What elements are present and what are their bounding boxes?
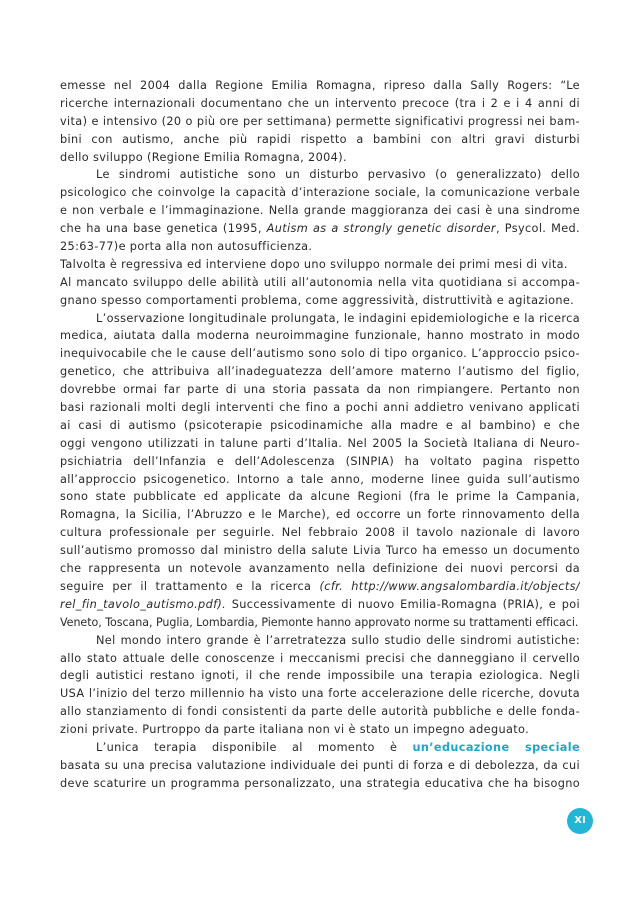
- text-line: all’approccio psicogenetico. Intorno a tale anno, moderne linee guida sull’autismo: [60, 472, 580, 486]
- text-line: basi razionali molti degli interventi che fino a pochi anni addietro venivano applicati: [60, 401, 580, 415]
- text-line: Talvolta è regressiva ed interviene dopo uno sviluppo normale dei primi mesi di vita.: [60, 257, 568, 271]
- highlighted-phrase: un’educazione speciale: [412, 740, 580, 754]
- text-segment: Successivamente di nuovo Emilia-Romagna (PRIA), e poi: [226, 597, 580, 611]
- text-segment: L’unica terapia disponibile al momento è: [96, 740, 413, 754]
- text-line: psicologico che coinvolge la capacità d’interazione sociale, la comunicazione verbale: [60, 186, 580, 200]
- text-line: psichiatria dell’Infanzia e dell’Adolescenza (SINPIA) ha voltato pagina rispetto: [60, 454, 580, 468]
- text-line: ai casi di autismo (psicoterapie psicodinamiche alla madre e al bambino) e che: [60, 418, 580, 432]
- text-line: emesse nel 2004 dalla Regione Emilia Romagna, ripreso dalla Sally Rogers: “Le: [60, 79, 580, 92]
- text-line: ricerche internazionali documentano che un intervento precoce (tra i 2 e i 4 anni di: [60, 96, 580, 110]
- citation-title: Autism as a strongly genetic disorder: [266, 222, 496, 236]
- body-text: [60, 77, 580, 793]
- text-line: degli autistici restano ignoti, il che rende impossibile una terapia eziologica. Negli: [60, 669, 580, 683]
- text-line: [60, 739, 580, 757]
- text-line: Nel mondo intero grande è l’arretratezza sullo studio delle sindromi autistiche:: [96, 633, 580, 647]
- text-line: L’osservazione longitudinale prolungata, le indagini epidemiologiche e la ricerca: [96, 311, 580, 325]
- text-segment: che ha una base genetica (1995,: [60, 222, 267, 236]
- text-line: Le sindromi autistiche sono un disturbo pervasivo (o generalizzato) dello: [96, 168, 580, 182]
- text-line: allo stanziamento di fondi consistenti da parte delle autorità pubbliche e delle fonda-: [60, 705, 580, 719]
- text-line: [60, 596, 580, 614]
- text-line: zioni private. Purtroppo da parte italiana non vi è stato un impegno adeguato.: [60, 723, 530, 737]
- text-line: bini con autismo, anche più rapidi rispetto a bambini con altri gravi disturbi: [60, 132, 580, 146]
- text-line: gnano spesso comportamenti problema, come aggressività, distruttività e agitazione.: [60, 293, 575, 307]
- text-segment: seguire per il trattamento e la ricerca: [60, 579, 320, 593]
- text-line: [60, 578, 580, 596]
- text-line: basata su una precisa valutazione individuale dei punti di forza e di debolezza, da cui: [60, 758, 580, 772]
- text-line: USA l’inizio del terzo millennio ha visto una forte accelerazione delle ricerche, dovuta: [60, 687, 580, 701]
- text-line: deve scaturire un programma personalizzato, una strategia educativa che ha bisogno: [60, 776, 580, 790]
- text-line: oggi vengono utilizzati in talune parti d’Italia. Nel 2005 la Società Italiana di Neuro-: [60, 436, 580, 450]
- text-line: genetico, che attribuiva all’inadeguatezza dell’amore materno l’autismo del figlio,: [60, 365, 580, 379]
- page-number-badge: XI: [567, 808, 593, 834]
- text-line: [60, 220, 580, 238]
- citation-url: (cfr. http://www.angsalombardia.it/objects/: [319, 579, 580, 593]
- citation-url: rel_fin_tavolo_autismo.pdf).: [60, 597, 227, 611]
- text-segment: , Psycol. Med.: [495, 222, 580, 236]
- text-line: Veneto, Toscana, Puglia, Lombardia, Piemonte hanno approvato norme su trattamenti efficaci.: [60, 615, 579, 629]
- text-line: cultura professionale per seguirle. Nel febbraio 2008 il tavolo nazionale di lavoro: [60, 526, 580, 540]
- text-line: e non verbale e l’immaginazione. Nella grande maggioranza dei casi è una sindrome: [60, 204, 580, 218]
- text-line: dovrebbe ormai far parte di una storia passata da non rimpiangere. Pertanto non: [60, 383, 580, 397]
- text-line: sull’autismo promosso dal ministro della salute Livia Turco ha emesso un documento: [60, 544, 580, 558]
- text-line: sono state pubblicate ed applicate da alcune Regioni (fra le prime la Campania,: [60, 490, 580, 504]
- text-line: che rappresenta un notevole avanzamento nella definizione dei nuovi percorsi da: [60, 562, 580, 576]
- text-line: inequivocabile che le cause dell’autismo sono solo di tipo organico. L’approccio psico-: [60, 347, 580, 361]
- text-line: allo stato attuale delle conoscenze i meccanismi precisi che danneggiano il cervello: [60, 651, 580, 665]
- text-line: Romagna, la Sicilia, l’Abruzzo e le Marche), ed occorre un forte rinnovamento della: [60, 508, 580, 522]
- text-line: 25:63-77)e porta alla non autosufficienza.: [60, 240, 313, 254]
- text-line: Al mancato sviluppo delle abilità utili all’autonomia nella vita quotidiana si accompa-: [60, 275, 580, 289]
- text-line: medica, aiutata dalla moderna neuroimmagine funzionale, hanno mostrato in modo: [60, 329, 580, 343]
- text-line: vita) e intensivo (20 o più ore per settimana) permette significativi progressi nei bam-: [60, 114, 580, 128]
- text-line: dello sviluppo (Regione Emilia Romagna, 2004).: [60, 150, 347, 164]
